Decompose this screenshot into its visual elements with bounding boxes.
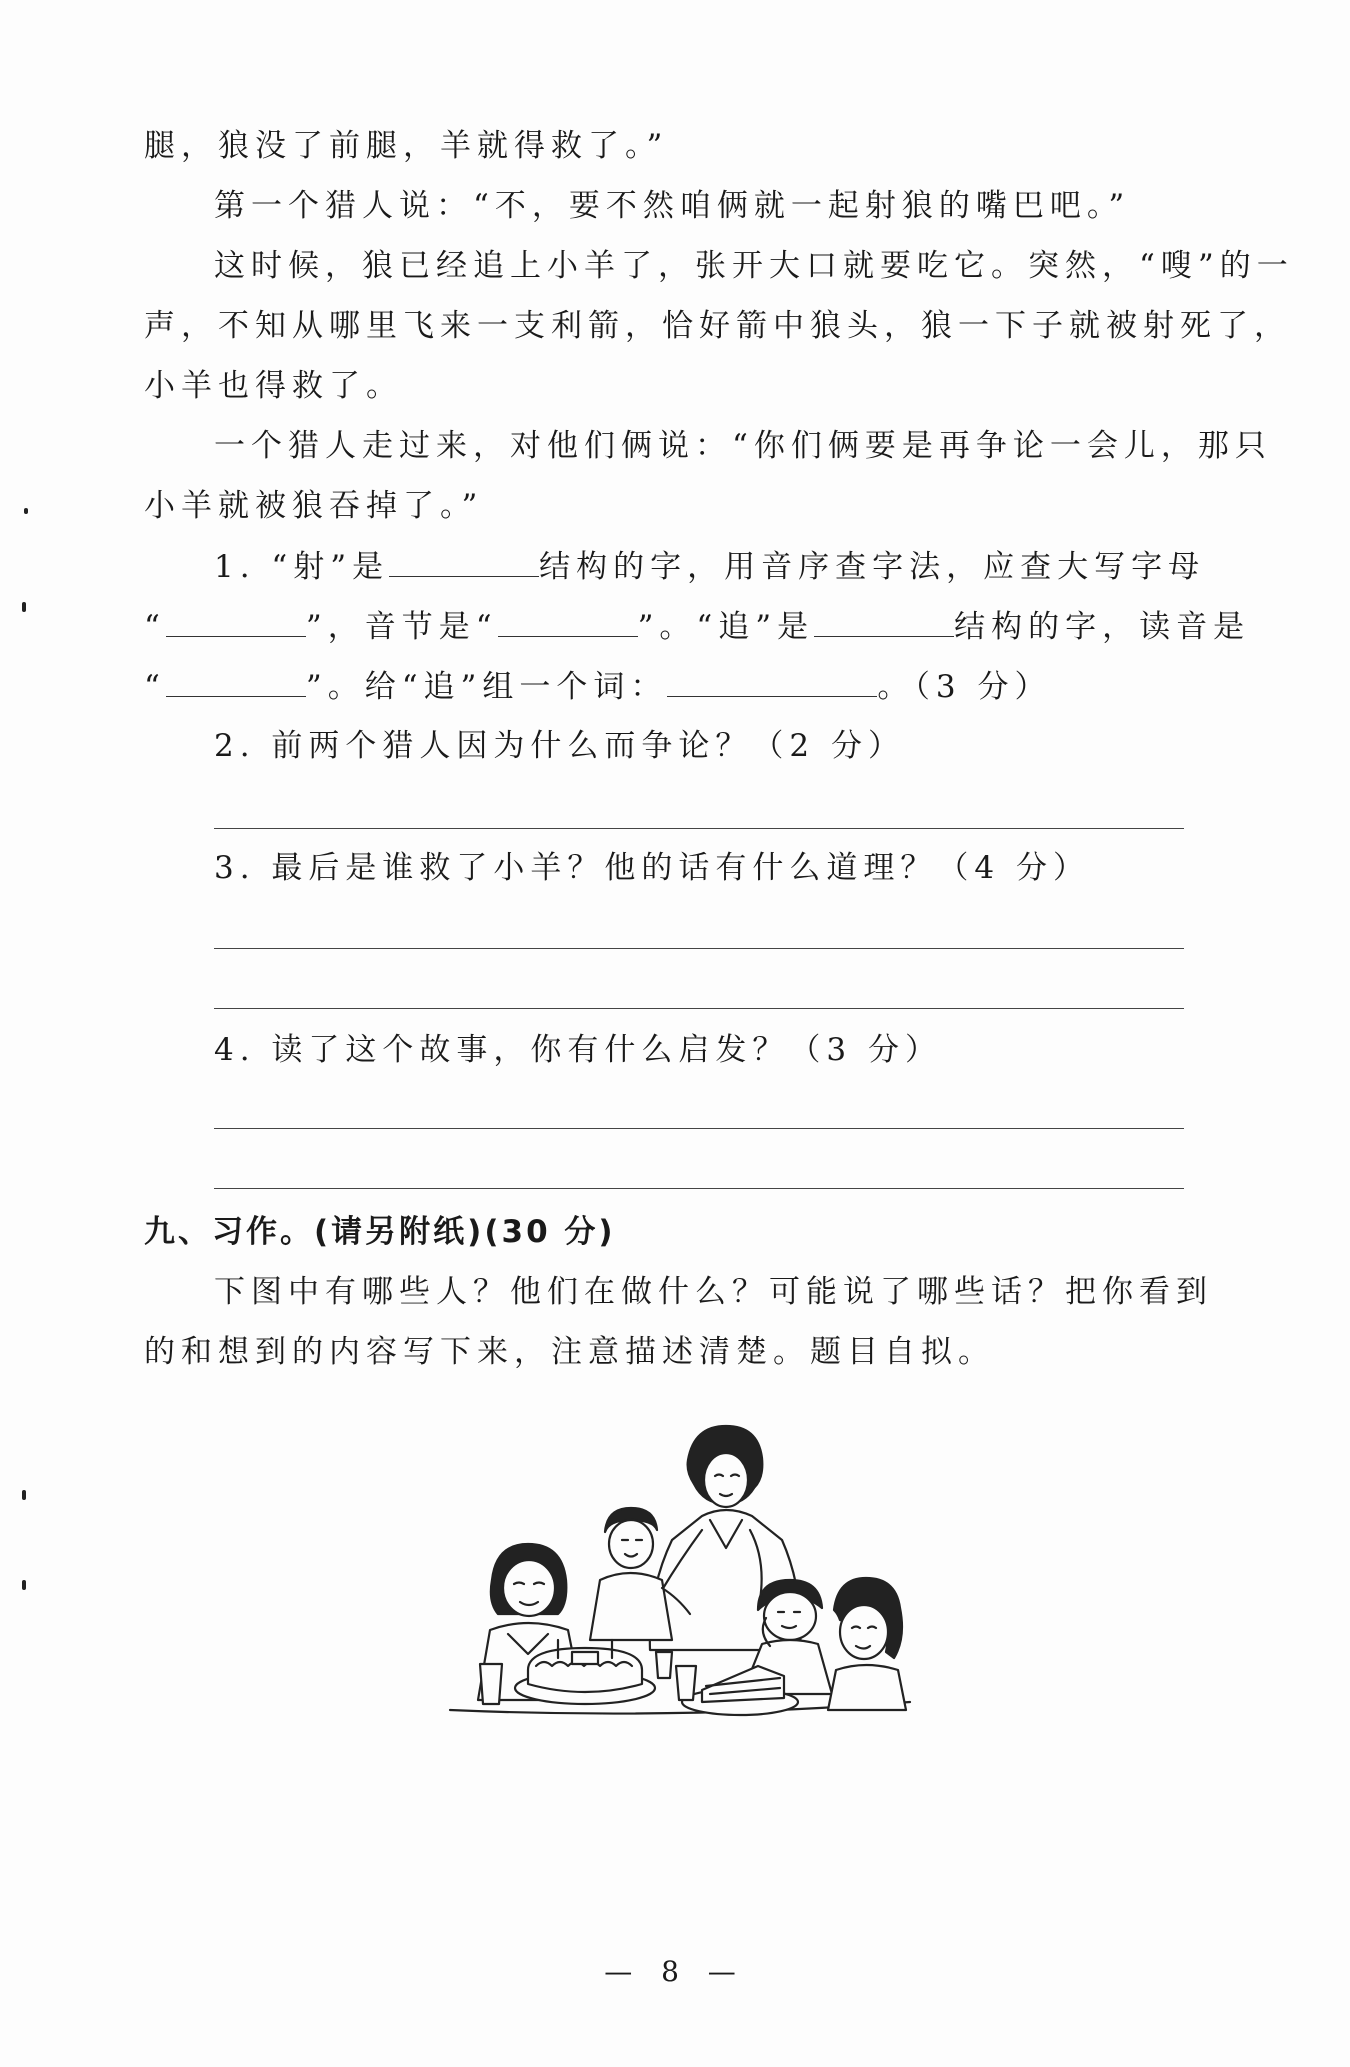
q1-text-g: “ — [144, 669, 166, 705]
question-1-line-2 — [144, 606, 1251, 647]
section-9-heading: 九、习作。(请另附纸)(30 分) — [144, 1214, 616, 1250]
passage-line-1: 腿，狼没了前腿，羊就得救了。” — [144, 128, 669, 164]
birthday-party-illustration — [440, 1420, 920, 1740]
q1-text-a: 1. “射”是 — [214, 549, 390, 585]
q2-answer-line[interactable] — [214, 828, 1184, 829]
q1-text-c: “ — [144, 609, 166, 645]
q1-blank-structure-she[interactable] — [389, 546, 539, 577]
q1-text-d: ”，音节是“ — [305, 609, 498, 645]
q1-blank-letter[interactable] — [166, 606, 306, 637]
q1-text-f: 结构的字，读音是 — [954, 609, 1251, 645]
question-1-line-3 — [144, 666, 1184, 707]
q1-text-e: ”。“追”是 — [637, 609, 815, 645]
q3-answer-line-1[interactable] — [214, 948, 1184, 949]
q1-blank-word[interactable] — [667, 666, 877, 697]
scan-mark — [24, 508, 28, 514]
question-3: 3. 最后是谁救了小羊？他的话有什么道理？（4 分） — [214, 850, 1091, 886]
passage-line-5: 小羊也得救了。 — [144, 368, 403, 404]
q1-text-b: 结构的字，用音序查字法，应查大写字母 — [539, 549, 1206, 585]
passage-line-6: 一个猎人走过来，对他们俩说：“你们俩要是再争论一会儿，那只 — [214, 428, 1272, 464]
q1-blank-structure-zhui[interactable] — [814, 606, 954, 637]
q1-text-h: ”。给“追”组一个词： — [305, 669, 668, 705]
section-9-prompt-1: 下图中有哪些人？他们在做什么？可能说了哪些话？把你看到 — [214, 1274, 1213, 1310]
q1-text-i: 。（3 分） — [877, 669, 1052, 705]
q3-answer-line-2[interactable] — [214, 1008, 1184, 1009]
passage-line-2: 第一个猎人说：“不，要不然咱俩就一起射狼的嘴巴吧。” — [214, 188, 1131, 224]
q4-answer-line-2[interactable] — [214, 1188, 1184, 1189]
passage-line-4: 声，不知从哪里飞来一支利箭，恰好箭中狼头，狼一下子就被射死了， — [144, 308, 1291, 344]
scan-mark — [22, 1490, 26, 1500]
scan-mark — [22, 1580, 26, 1590]
q4-answer-line-1[interactable] — [214, 1128, 1184, 1129]
question-2: 2. 前两个猎人因为什么而争论？（2 分） — [214, 728, 906, 764]
question-1-line-1 — [214, 546, 1254, 587]
passage-line-7: 小羊就被狼吞掉了。” — [144, 488, 484, 524]
question-4: 4. 读了这个故事，你有什么启发？（3 分） — [214, 1032, 943, 1068]
section-9-prompt-2: 的和想到的内容写下来，注意描述清楚。题目自拟。 — [144, 1334, 995, 1370]
scan-mark — [22, 602, 26, 612]
q1-blank-syllable[interactable] — [498, 606, 638, 637]
page-number: — 8 — — [604, 1955, 746, 1988]
q1-blank-pinyin[interactable] — [166, 666, 306, 697]
passage-line-3: 这时候，狼已经追上小羊了，张开大口就要吃它。突然，“嗖”的一 — [214, 248, 1294, 284]
